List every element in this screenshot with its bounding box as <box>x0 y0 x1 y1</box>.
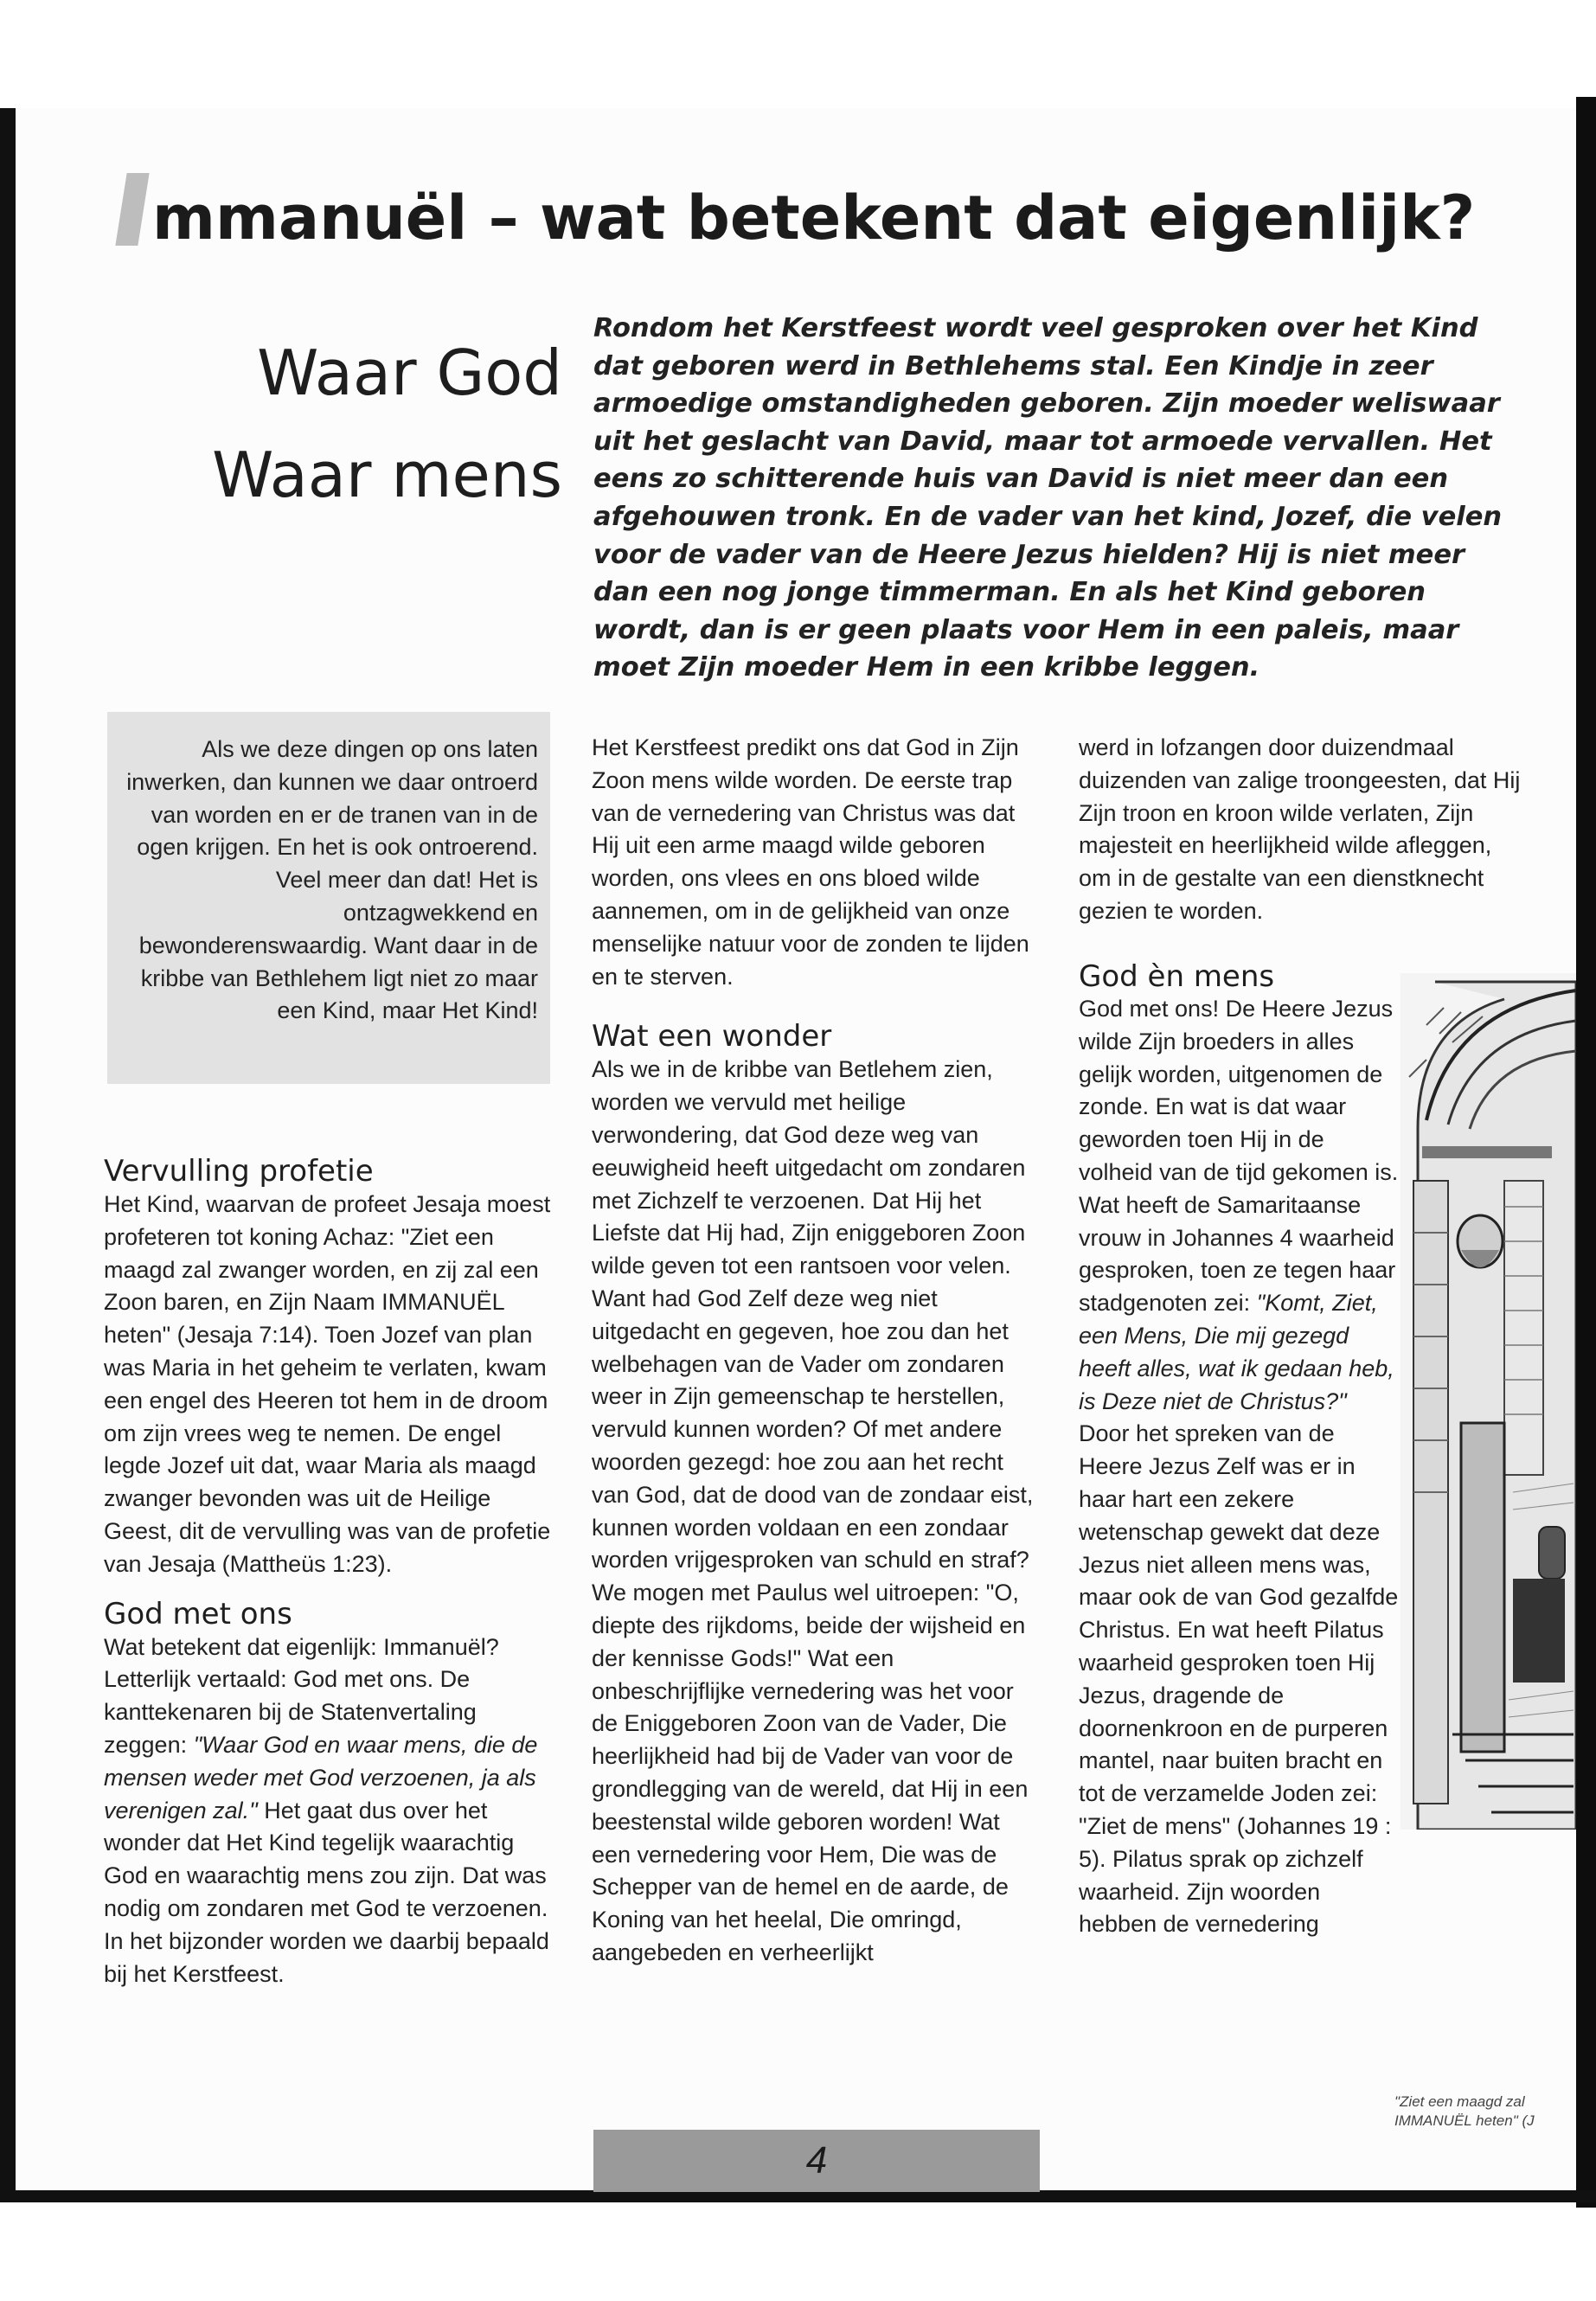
paragraph-vervulling: Het Kind, waarvan de profeet Jesaja moest profeteren tot koning Achaz: "Ziet een maagd zal zwanger worden, en zij zal een Zoon baren, en Zijn Naam IMMANUËL heten" (Jesaja 7:14). Toen Jozef van plan was Maria in het geheim te verlaten, kwam een engel des Heeren tot hem in de droom om zijn vrees weg te nemen. De engel legde Jozef uit dat, waar Maria als maagd zwanger bevonden was uit de Heilige Geest, dit de vervulling was van de profetie van Jesaja (Mattheüs 1:23). <box>104 1191 551 1577</box>
paragraph-kerstfeest: Het Kerstfeest predikt ons dat God in Zijn Zoon mens wilde worden. De eerste trap van de vernedering van Christus was dat Hij uit een arme maagd wilde geboren worden, ons vlees en ons bloed wilde aannemen, om in de gelijkheid van onze menselijke natuur voor de zonden te lijden en te sterven. <box>592 734 1029 990</box>
paragraph-wonder: Als we in de kribbe van Betlehem zien, worden we vervuld met heilige verwondering, dat God deze weg van eeuwigheid heeft uitgedacht om zondaren met Zichzelf te verzoenen. Dat Hij het Liefste dat Hij had, Zijn eniggeboren Zoon wilde geven tot een rantsoen voor velen. Want had God Zelf deze weg niet uitgedacht en gegeven, hoe zou dan het welbehagen van de Vader om zondaren weer in Zijn gemeenschap te herstellen, vervuld kunnen worden? Of met andere woorden gezegd: hoe zou aan het recht van God, dat de dood van de zondaar eist, kunnen worden voldaan en een zondaar worden vrijgesproken van schuld en straf? We mogen met Paulus wel uitroepen: "O, diepte des rijkdoms, beide der wijsheid en der kennisse Gods!" Wat een onbeschrijflijke vernedering was het voor de Eniggeboren Zoon van de Vader, Die heerlijkheid had bij de Vader van voor de grondlegging van de wereld, dat Hij in een beestenstal wilde geboren worden! Wat een vernedering voor Hem, Die was de Schepper van de hemel en de aarde, de Koning van het heelal, Die omringd, aangebeden en verheerlijkt <box>592 1056 1034 1965</box>
article-title <box>121 173 1505 257</box>
title-initial <box>115 173 149 246</box>
footer-bar <box>593 2130 1040 2192</box>
subtitle-line-1: Waar God <box>257 336 562 409</box>
heading-wat-een-wonder: Wat een wonder <box>592 1019 832 1054</box>
paragraph-god-met-ons-part-2: Het gaat dus over het wonder dat Het Kind tegelijk waarachtig God en waarachtig mens zou zijn. Dat was nodig om zondaren met God te verzoenen. In het bijzonder worden we daarbij bepaald bij het Kerstfeest. <box>104 1797 549 1987</box>
subtitle-line-2: Waar mens <box>212 439 562 511</box>
intro-paragraph: Rondom het Kerstfeest wordt veel gesproken over het Kind dat geboren werd in Bethlehems stal. Een Kindje in zeer armoedige omstandigheden geboren. Zijn moeder weliswaar uit het geslacht van David, maar tot armoede vervallen. Het eens zo schitterende huis van David is niet meer dan een afgehouwen tronk. En de vader van het kind, Jozef, die velen voor de vader van de Heere Jezus hielden? Hij is niet meer dan een nog jonge timmerman. En als het Kind geboren wordt, dan is er geen plaats voor Hem in een paleis, maar moet Zijn moeder Hem in een kribbe leggen. <box>593 313 1503 683</box>
column-3-narrow <box>1079 993 1403 1941</box>
column-3-top <box>1079 732 1529 994</box>
column-1 <box>104 1154 552 1990</box>
paragraph-god-en-mens <box>1079 993 1403 1941</box>
caption-line-1: "Ziet een maagd zal <box>1394 2093 1525 2110</box>
paragraph-god-en-mens-part-1: God met ons! De Heere Jezus wilde Zijn broeders in alles gelijk worden, uitgenomen de zonde. En wat is dat waar geworden toen Hij in de volheid van de tijd gekomen is. Wat heeft de Samaritaanse vrouw in Johannes 4 waarheid gesproken, toen ze tegen haar stadgenoten zei: <box>1079 996 1399 1317</box>
paragraph-god-met-ons-part-1: Wat betekent dat eigenlijk: Immanuël? Letterlijk vertaald: God met ons. De kanttekenaren bij de Statenvertaling zeggen: <box>104 1633 499 1758</box>
article-subtitle <box>130 322 562 526</box>
paragraph-lofzangen: werd in lofzangen door duizendmaal duizenden van zalige troongeesten, dat Hij Zijn troon en kroon wilde verlaten, Zijn majesteit en heerlijkheid wilde afleggen, om in de gestalte van een dienstknecht gezien te worden. <box>1079 734 1521 924</box>
paragraph-god-en-mens-part-2: Door het spreken van de Heere Jezus Zelf was er in haar hart een zekere wetenschap gewekt dat deze Jezus niet alleen mens was, maar ook de van God gezalfde Christus. En wat heeft Pilatus waarheid gesproken toen Hij Jezus, dragende de doornenkroon en de purperen mantel, naar buiten bracht en tot de verzamelde Joden zei: "Ziet de mens" (Johannes 19 : 5). Pilatus sprak op zichzelf waarheid. Zijn woorden hebben de vernedering <box>1079 1420 1399 1938</box>
scan-margin-top <box>0 0 1596 108</box>
heading-vervulling-profetie: Vervulling profetie <box>104 1154 374 1189</box>
paragraph-god-met-ons <box>104 1631 552 1991</box>
scan-edge-left <box>0 108 16 2197</box>
scan-edge-right <box>1576 97 1596 2208</box>
figure-caption <box>1394 2093 1576 2131</box>
kanttekening-quote: "Waar God en waar mens, die de mensen weder met God verzoenen, ja als verenigen zal." <box>104 1731 538 1823</box>
page-number: 4 <box>805 2139 828 2182</box>
heading-god-met-ons: God met ons <box>104 1596 292 1631</box>
callout-text: Als we deze dingen op ons laten inwerken, dan kunnen we daar ontroerd van worden en er de tranen van in de ogen krijgen. En het is ook ontroerend. Veel meer dan dat! Het is ontzagwekkend en bewonderenswaardig. Want daar in de kribbe van Bethlehem ligt niet zo maar een Kind, maar Het Kind! <box>126 736 538 1024</box>
caption-line-2: IMMANUËL heten" (J <box>1394 2112 1535 2129</box>
scan-edge-bottom <box>0 2190 1596 2202</box>
column-2 <box>592 732 1040 1970</box>
title-text: mmanuël – wat betekent dat eigenlijk? <box>152 183 1476 253</box>
heading-god-en-mens: God èn mens <box>1079 958 1275 994</box>
woodcut-illustration <box>1401 973 1576 1830</box>
samaritaanse-quote: "Komt, Ziet, een Mens, Die mij gezegd heeft alles, wat ik gedaan heb, is Deze niet de Christus?" <box>1079 1290 1394 1414</box>
callout-box <box>107 712 550 1084</box>
